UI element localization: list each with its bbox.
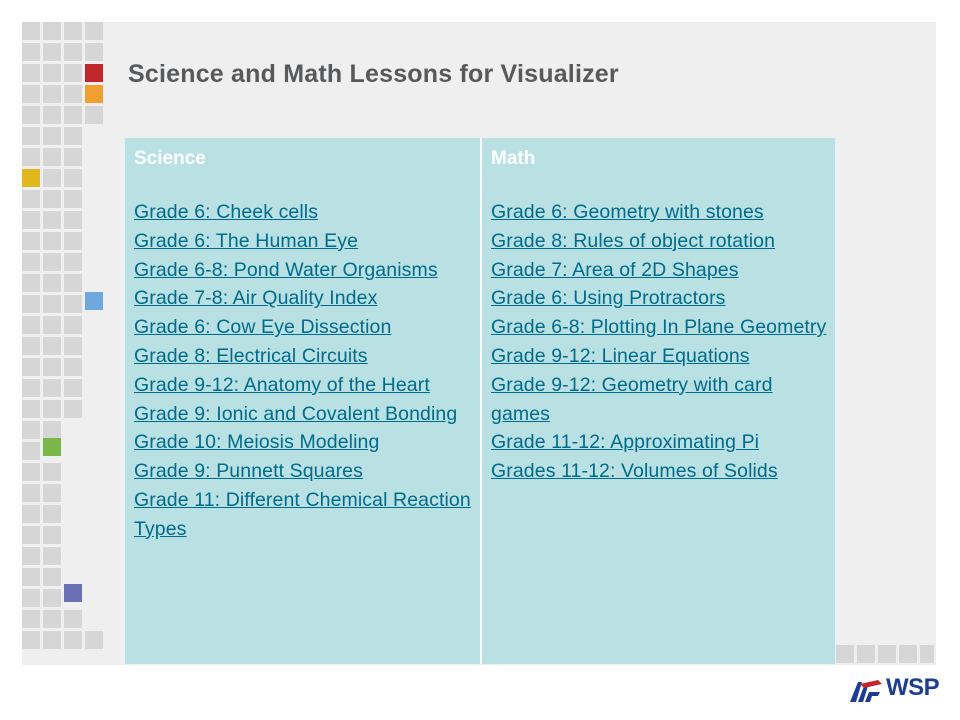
slide-title: Science and Math Lessons for Visualizer <box>128 60 619 88</box>
orange-accent-square <box>85 85 103 103</box>
list-item <box>491 284 835 313</box>
science-column <box>125 138 480 664</box>
list-item <box>491 428 835 457</box>
list-item <box>491 256 835 285</box>
list-item <box>134 284 480 313</box>
list-item <box>491 457 835 486</box>
list-item <box>491 342 835 371</box>
decorative-bottom-strip <box>836 645 936 665</box>
lesson-link[interactable]: Grade 6: Cheek cells <box>134 201 319 223</box>
list-item <box>491 198 835 227</box>
blue-accent-square <box>85 292 103 310</box>
list-item <box>134 400 480 429</box>
list-item <box>134 428 480 457</box>
list-item <box>491 313 835 342</box>
lesson-link[interactable]: Grade 6: Cow Eye Dissection <box>134 316 392 339</box>
decorative-grid <box>22 22 104 665</box>
list-item <box>491 371 835 429</box>
list-item <box>134 198 480 227</box>
purple-accent-square <box>64 584 82 602</box>
logo-text: WSP <box>886 674 940 701</box>
list-item <box>134 313 480 342</box>
lesson-link[interactable]: Grade 11-12: Approximating Pi <box>491 431 760 454</box>
yellow-accent-square <box>22 169 40 187</box>
lesson-link[interactable]: Grade 10: Meiosis Modeling <box>134 431 380 454</box>
red-accent-square <box>85 64 103 82</box>
lessons-table <box>125 138 835 664</box>
wsp-logo <box>848 674 944 706</box>
math-column <box>480 138 835 664</box>
lesson-link[interactable]: Grade 8: Electrical Circuits <box>134 344 368 367</box>
math-lesson-list <box>491 198 835 486</box>
list-item <box>134 342 480 371</box>
column-header-science: Science <box>134 148 206 169</box>
list-item <box>134 486 480 544</box>
lesson-link[interactable]: Grade 6: Geometry with stones <box>491 201 764 223</box>
lesson-link[interactable]: Grades 11-12: Volumes of Solids <box>491 460 778 483</box>
lesson-link[interactable]: Grade 9: Ionic and Covalent Bonding <box>134 402 458 425</box>
wsp-logo-icon <box>848 674 884 704</box>
lesson-link[interactable]: Grade 9-12: Geometry with card games <box>491 373 773 425</box>
list-item <box>134 371 480 400</box>
lesson-link[interactable]: Grade 9-12: Linear Equations <box>491 344 750 367</box>
lesson-link[interactable]: Grade 6: Using Protractors <box>491 287 726 310</box>
list-item <box>134 457 480 486</box>
list-item <box>134 227 480 256</box>
green-accent-square <box>43 438 61 456</box>
lesson-link[interactable]: Grade 6: The Human Eye <box>134 229 359 252</box>
lesson-link[interactable]: Grade 7: Area of 2D Shapes <box>491 258 739 281</box>
lesson-link[interactable]: Grade 11: Different Chemical Reaction Types <box>134 488 471 540</box>
lesson-link[interactable]: Grade 6-8: Plotting In Plane Geometry <box>491 316 827 339</box>
lesson-link[interactable]: Grade 9-12: Anatomy of the Heart <box>134 373 430 396</box>
list-item <box>134 256 480 285</box>
science-lesson-list <box>134 198 480 544</box>
list-item <box>491 227 835 256</box>
lesson-link[interactable]: Grade 6-8: Pond Water Organisms <box>134 258 438 281</box>
lesson-link[interactable]: Grade 8: Rules of object rotation <box>491 229 776 252</box>
column-header-math: Math <box>491 148 536 169</box>
lesson-link[interactable]: Grade 9: Punnett Squares <box>134 460 363 483</box>
lesson-link[interactable]: Grade 7-8: Air Quality Index <box>134 287 378 310</box>
